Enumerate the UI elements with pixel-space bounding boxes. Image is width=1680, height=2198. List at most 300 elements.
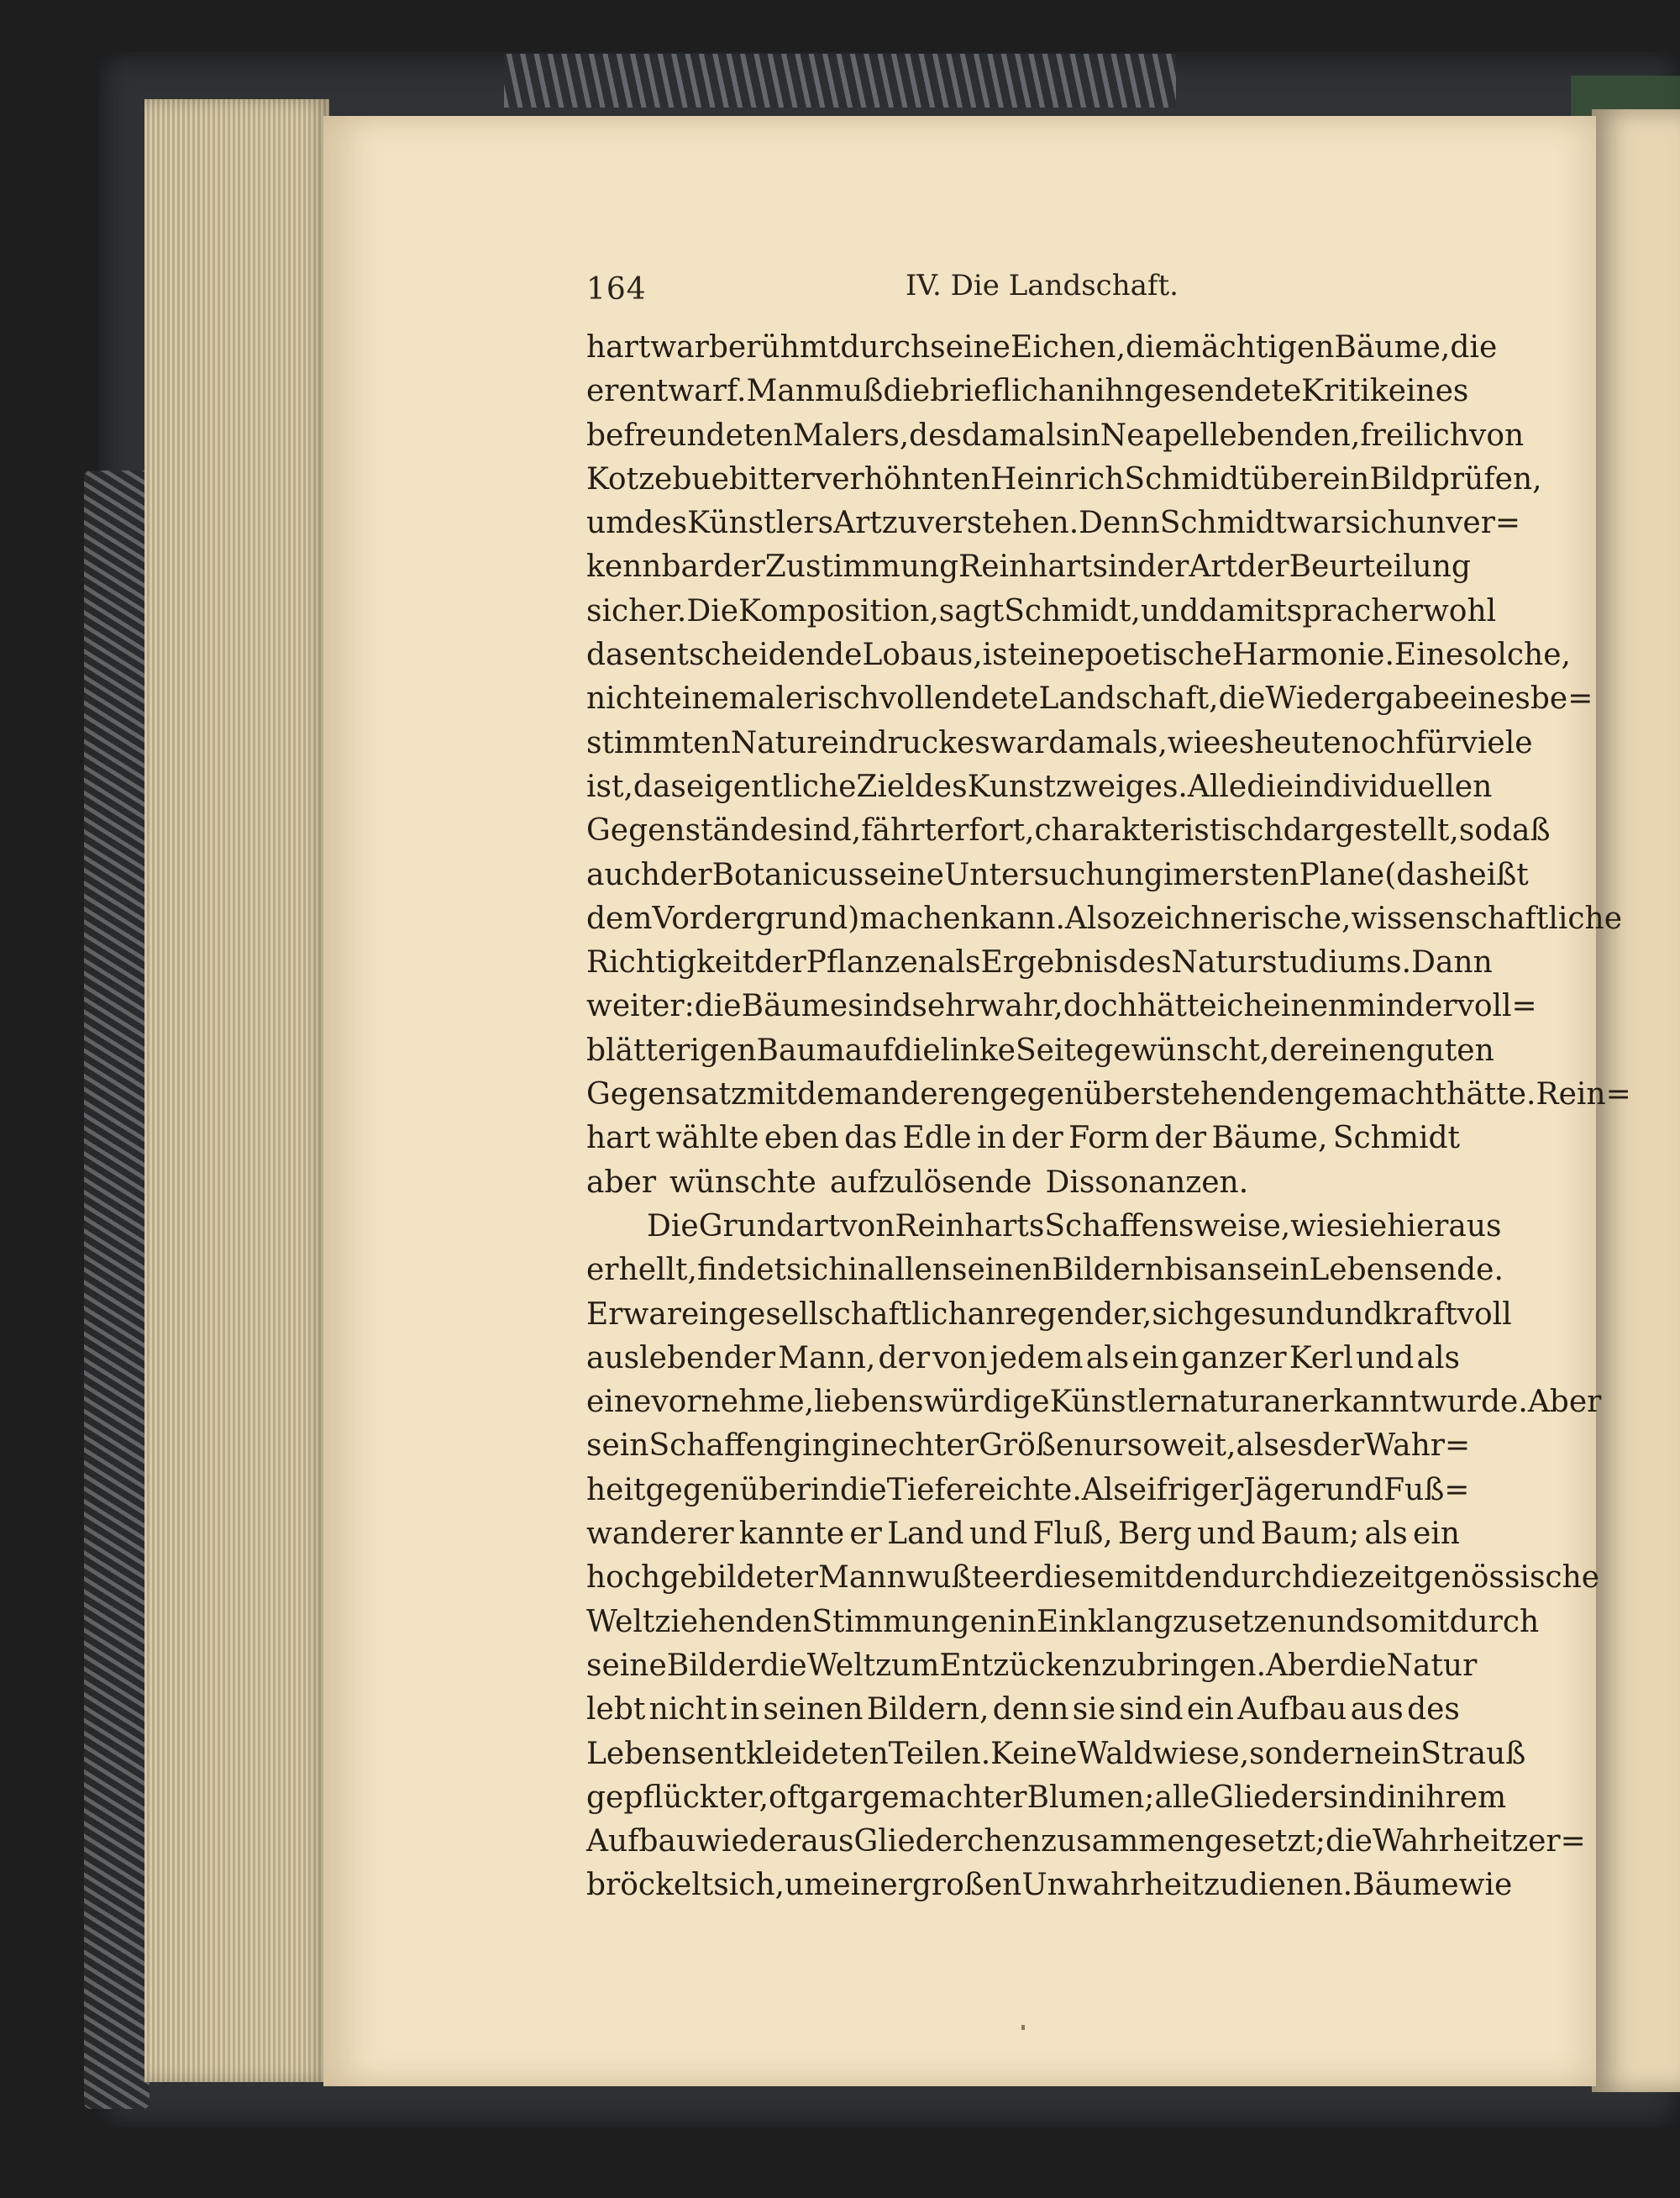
word: er bbox=[586, 374, 619, 409]
word: Also bbox=[1064, 901, 1131, 936]
word: bis bbox=[1164, 1253, 1210, 1288]
word: der bbox=[1154, 1121, 1207, 1156]
text-line bbox=[586, 1249, 1504, 1292]
word: sehr bbox=[911, 989, 979, 1024]
word: zer= bbox=[1512, 1824, 1586, 1859]
word: Jäger bbox=[1243, 1472, 1326, 1507]
text-line bbox=[586, 722, 1533, 765]
word: aufzulösende bbox=[829, 1165, 1032, 1200]
word: unver= bbox=[1406, 506, 1521, 541]
word: zu bbox=[1172, 1604, 1209, 1639]
word: Baum; bbox=[1260, 1517, 1360, 1552]
word: als bbox=[1416, 1340, 1460, 1375]
word: Fluß, bbox=[1032, 1517, 1113, 1552]
word: einen bbox=[1263, 989, 1348, 1024]
word: sondern bbox=[1249, 1736, 1374, 1771]
word: des bbox=[1118, 945, 1172, 981]
word: hätte bbox=[1137, 989, 1217, 1024]
word: Als bbox=[1081, 1472, 1129, 1507]
word: Künstlers bbox=[687, 506, 834, 541]
text-line bbox=[586, 1688, 1460, 1732]
word: und bbox=[1324, 1296, 1383, 1332]
word: denn bbox=[992, 1692, 1069, 1727]
word: dienen. bbox=[1239, 1868, 1353, 1903]
word: Harmonie. bbox=[1231, 638, 1394, 673]
text-line bbox=[586, 1556, 1600, 1600]
word: einen bbox=[1321, 1033, 1406, 1068]
word: Lebens bbox=[586, 1736, 697, 1771]
word: wie bbox=[1458, 1868, 1513, 1903]
word: muß bbox=[814, 374, 884, 409]
word: ein bbox=[1131, 1340, 1179, 1375]
page-edges bbox=[144, 99, 329, 2082]
word: als bbox=[1085, 1340, 1130, 1375]
word: Kritik bbox=[1301, 374, 1389, 409]
word: ersten bbox=[1201, 857, 1299, 892]
word: Einklang bbox=[1036, 1604, 1173, 1639]
word: wie bbox=[1167, 725, 1221, 760]
word: seinen bbox=[763, 1692, 864, 1727]
word: kennbar bbox=[586, 550, 714, 585]
word: Dissonanzen. bbox=[1045, 1165, 1249, 1200]
word: eine bbox=[1020, 638, 1085, 673]
text-line bbox=[586, 1161, 1460, 1205]
word: Eine bbox=[1394, 638, 1464, 673]
word: die bbox=[694, 989, 742, 1024]
word: Bäume bbox=[1352, 1868, 1459, 1903]
word: Künstlernatur bbox=[1049, 1385, 1264, 1420]
word: Schmidt bbox=[1332, 1121, 1460, 1156]
text-line bbox=[586, 809, 1551, 853]
word: solche, bbox=[1463, 638, 1571, 673]
word: ihn bbox=[1095, 374, 1144, 409]
word: Grundart bbox=[698, 1208, 841, 1244]
word: die bbox=[1450, 330, 1498, 365]
word: und bbox=[1140, 593, 1200, 628]
word: bröckelt bbox=[586, 1868, 714, 1903]
word: für bbox=[1415, 725, 1461, 760]
text-line bbox=[586, 370, 1469, 413]
text-line bbox=[586, 1073, 1631, 1117]
word: setzen bbox=[1208, 1604, 1307, 1639]
word: Ziel bbox=[856, 769, 915, 804]
word: in bbox=[848, 1253, 878, 1288]
word: gemacht bbox=[1314, 1077, 1447, 1112]
word: Strauß bbox=[1420, 1736, 1526, 1771]
text-line bbox=[586, 897, 1623, 941]
word: entkleideten bbox=[696, 1736, 889, 1771]
word: sind bbox=[1322, 1780, 1388, 1815]
word: eine bbox=[586, 1385, 652, 1420]
word: aus bbox=[801, 1824, 854, 1859]
page-number: 164 bbox=[586, 272, 647, 307]
word: entwarf. bbox=[618, 374, 747, 409]
word: Man bbox=[746, 374, 815, 409]
word: voll= bbox=[1457, 989, 1537, 1024]
word: des bbox=[634, 506, 688, 541]
word: gepflückter, bbox=[586, 1780, 769, 1815]
page-speck bbox=[1021, 2025, 1025, 2030]
word: und bbox=[1306, 1604, 1366, 1639]
word: blätterigen bbox=[586, 1033, 757, 1068]
cover-spine-pattern bbox=[84, 471, 150, 2109]
word: gesellschaftlich bbox=[728, 1296, 968, 1332]
word: malerisch bbox=[728, 681, 879, 717]
word: Bäume bbox=[741, 989, 848, 1024]
text-line bbox=[586, 854, 1529, 897]
word: er bbox=[1390, 593, 1423, 628]
word: Aufbau bbox=[586, 1824, 696, 1859]
text-line bbox=[586, 1469, 1470, 1512]
page-header bbox=[586, 269, 1460, 319]
word: entscheidende bbox=[638, 638, 863, 673]
word: als bbox=[1236, 1428, 1279, 1464]
word: eigentliche bbox=[685, 769, 857, 804]
word: wohl bbox=[1422, 593, 1497, 628]
text-line bbox=[586, 1820, 1586, 1864]
word: ziehenden bbox=[654, 1604, 812, 1639]
word: eines bbox=[1388, 374, 1469, 409]
word: viele bbox=[1460, 725, 1533, 760]
word: Kotzebue bbox=[586, 461, 729, 497]
word: Natureindruckes bbox=[730, 725, 990, 760]
word: es bbox=[1221, 725, 1255, 760]
word: sprach bbox=[1286, 593, 1391, 628]
word: durch bbox=[1449, 1604, 1540, 1639]
word: alle bbox=[1154, 1780, 1210, 1815]
body-text bbox=[586, 326, 1631, 1908]
word: Ergebnis bbox=[980, 945, 1119, 981]
text-line bbox=[586, 941, 1493, 985]
word: dem bbox=[797, 1077, 864, 1112]
word: Mann bbox=[817, 1560, 906, 1596]
word: die bbox=[883, 374, 931, 409]
word: Bildern, bbox=[866, 1692, 990, 1727]
word: anregender, bbox=[967, 1296, 1152, 1332]
word: gar bbox=[810, 1780, 863, 1815]
word: damit bbox=[1199, 593, 1287, 628]
word: Landschaft, bbox=[1038, 681, 1219, 717]
word: individuellen bbox=[1294, 769, 1493, 804]
word: diese bbox=[1034, 1560, 1115, 1596]
text-line bbox=[586, 1117, 1460, 1160]
word: wußte bbox=[906, 1560, 1002, 1596]
word: gegenüberstehenden bbox=[990, 1077, 1315, 1112]
word: Wiedergabe bbox=[1265, 681, 1451, 717]
word: Land bbox=[887, 1517, 964, 1552]
word: noch bbox=[1341, 725, 1415, 760]
word: Schmidt bbox=[1124, 461, 1252, 497]
word: machen bbox=[859, 901, 980, 936]
word: wurde. bbox=[1420, 1385, 1528, 1420]
word: Gegenstände bbox=[586, 813, 788, 849]
word: doch bbox=[1063, 989, 1137, 1024]
word: seine bbox=[586, 1648, 667, 1683]
word: zum bbox=[875, 1648, 940, 1683]
word: er bbox=[1001, 1560, 1035, 1596]
word: Bilder bbox=[666, 1648, 760, 1683]
word: ein bbox=[1412, 1517, 1460, 1552]
word: ein bbox=[1322, 461, 1370, 497]
text-line bbox=[586, 1424, 1471, 1468]
word: in bbox=[730, 1692, 760, 1727]
word: Aber bbox=[1266, 1648, 1340, 1683]
word: Eichen, bbox=[1010, 330, 1126, 365]
word: Dann bbox=[1411, 945, 1493, 981]
word: Welt bbox=[806, 1648, 876, 1683]
word: mit bbox=[1114, 1560, 1165, 1596]
word: vornehme, bbox=[651, 1385, 815, 1420]
word: er bbox=[849, 1517, 882, 1552]
word: hieraus bbox=[1387, 1208, 1502, 1244]
word: Kunstzweiges. bbox=[967, 769, 1188, 804]
word: großen bbox=[911, 1868, 1022, 1903]
word: in bbox=[850, 1428, 880, 1464]
word: Berg bbox=[1117, 1517, 1192, 1552]
word: Lebensende. bbox=[1309, 1253, 1504, 1288]
word: Beurteilung bbox=[1289, 550, 1471, 585]
text-line bbox=[586, 1864, 1513, 1907]
word: der bbox=[713, 550, 765, 585]
word: der bbox=[754, 945, 806, 981]
word: zeichnerische, bbox=[1130, 901, 1352, 936]
text-line bbox=[586, 985, 1537, 1028]
text-line bbox=[586, 677, 1593, 721]
word: eine bbox=[664, 681, 729, 717]
text-line bbox=[586, 1733, 1526, 1776]
word: bitter bbox=[728, 461, 815, 497]
word: ein bbox=[681, 1296, 729, 1332]
word: Er bbox=[586, 1296, 623, 1332]
word: gesund bbox=[1213, 1296, 1325, 1332]
word: sicher. bbox=[586, 593, 687, 628]
word: Welt bbox=[586, 1604, 655, 1639]
word: durch bbox=[1221, 1560, 1312, 1596]
text-line bbox=[586, 1601, 1540, 1644]
word: zu bbox=[1100, 1648, 1137, 1683]
word: war bbox=[650, 330, 709, 365]
word: wie bbox=[1290, 1208, 1344, 1244]
word: Kerl bbox=[1289, 1340, 1353, 1375]
text-line bbox=[586, 590, 1497, 634]
word: nicht bbox=[648, 1692, 727, 1727]
word: oft bbox=[769, 1780, 811, 1815]
word: das bbox=[633, 769, 686, 804]
word: in bbox=[1071, 418, 1100, 453]
word: Größe bbox=[979, 1428, 1074, 1464]
word: an bbox=[1058, 374, 1095, 409]
word: der bbox=[660, 857, 712, 892]
word: des bbox=[914, 769, 968, 804]
word: brieflich bbox=[930, 374, 1058, 409]
word: sagt bbox=[938, 593, 1005, 628]
word: wünschte bbox=[669, 1165, 816, 1200]
word: weit, bbox=[1160, 1428, 1236, 1464]
word: hochgebildeter bbox=[586, 1560, 818, 1596]
word: liebenswürdige bbox=[814, 1385, 1050, 1420]
word: der bbox=[1011, 1121, 1063, 1156]
word: Plane bbox=[1299, 857, 1385, 892]
word: charakteristisch bbox=[1034, 813, 1284, 849]
text-line bbox=[586, 1337, 1460, 1380]
word: Seite bbox=[1015, 1033, 1095, 1068]
word: vollendete bbox=[879, 681, 1039, 717]
word: sein bbox=[586, 1428, 649, 1464]
word: von bbox=[840, 1208, 895, 1244]
word: anderen bbox=[863, 1077, 990, 1112]
word: Vordergrund) bbox=[652, 901, 860, 936]
word: mächtigen bbox=[1172, 330, 1335, 365]
word: findet bbox=[696, 1253, 786, 1288]
word: Bild bbox=[1369, 461, 1431, 497]
word: aus, bbox=[920, 638, 983, 673]
word: Fuß= bbox=[1383, 1472, 1470, 1507]
word: Untersuchung bbox=[943, 857, 1163, 892]
word: sich bbox=[785, 1253, 848, 1288]
word: als bbox=[1364, 1517, 1408, 1552]
word: und bbox=[969, 1517, 1028, 1552]
word: gegenüber bbox=[645, 1472, 811, 1507]
word: sind, bbox=[787, 813, 862, 849]
word: die bbox=[1126, 330, 1173, 365]
word: zu bbox=[881, 506, 917, 541]
word: heute bbox=[1254, 725, 1341, 760]
word: weiter: bbox=[586, 989, 695, 1024]
word: Tiefe bbox=[886, 1472, 964, 1507]
word: war bbox=[990, 725, 1049, 760]
text-line bbox=[586, 1644, 1478, 1688]
word: dem bbox=[586, 901, 653, 936]
word: sie bbox=[1343, 1208, 1388, 1244]
word: lebenden, bbox=[1209, 418, 1361, 453]
word: damals bbox=[961, 418, 1072, 453]
word: auch bbox=[586, 857, 660, 892]
word: Komposition, bbox=[738, 593, 939, 628]
word: um bbox=[586, 506, 635, 541]
word: sind bbox=[1119, 1692, 1184, 1727]
word: seine bbox=[930, 330, 1011, 365]
word: auslebender bbox=[586, 1340, 776, 1375]
word: bringen. bbox=[1137, 1648, 1267, 1683]
word: Edle bbox=[902, 1121, 972, 1156]
word: gemachter bbox=[862, 1780, 1027, 1815]
word: Reinharts bbox=[958, 550, 1109, 585]
word: daß bbox=[1493, 813, 1551, 849]
word: so bbox=[1458, 813, 1493, 849]
word: nicht bbox=[586, 681, 664, 717]
word: ganzer bbox=[1181, 1340, 1287, 1375]
word: fort, bbox=[969, 813, 1035, 849]
word: das bbox=[586, 638, 639, 673]
word: und bbox=[1355, 1340, 1415, 1375]
word: ein bbox=[1373, 1736, 1421, 1771]
word: verhöhnten bbox=[814, 461, 990, 497]
word: von bbox=[932, 1340, 988, 1375]
word: damals, bbox=[1048, 725, 1168, 760]
word: um bbox=[784, 1868, 833, 1903]
word: Rein= bbox=[1536, 1077, 1631, 1112]
word: somit bbox=[1365, 1604, 1450, 1639]
word: hart bbox=[586, 1121, 651, 1156]
word: die bbox=[1218, 681, 1266, 717]
word: Natur bbox=[1386, 1648, 1478, 1683]
word: Lob bbox=[862, 638, 921, 673]
word: Baum bbox=[756, 1033, 845, 1068]
word: (das bbox=[1384, 857, 1450, 892]
word: Naturstudiums. bbox=[1171, 945, 1412, 981]
word: Teilen. bbox=[888, 1736, 991, 1771]
word: ging bbox=[783, 1428, 851, 1464]
word: allen bbox=[877, 1253, 952, 1288]
word: sie bbox=[1072, 1692, 1116, 1727]
word: Blumen; bbox=[1026, 1780, 1155, 1815]
word: Schmidt, bbox=[1004, 593, 1141, 628]
word: ist bbox=[982, 638, 1021, 673]
word: linke bbox=[940, 1033, 1016, 1068]
word: in bbox=[1387, 1780, 1416, 1815]
word: Schaffensweise, bbox=[1044, 1208, 1291, 1244]
word: die bbox=[1326, 1824, 1373, 1859]
text-line bbox=[586, 414, 1525, 458]
word: das bbox=[844, 1121, 898, 1156]
word: so bbox=[1126, 1428, 1161, 1464]
word: Bildern bbox=[1051, 1253, 1165, 1288]
word: eines bbox=[1450, 681, 1530, 717]
word: Die bbox=[686, 593, 739, 628]
text-line bbox=[586, 1293, 1512, 1337]
word: eifriger bbox=[1128, 1472, 1244, 1507]
word: durch bbox=[840, 330, 931, 365]
word: kann. bbox=[979, 901, 1065, 936]
running-head: IV. Die Landschaft. bbox=[906, 269, 1179, 302]
word: der bbox=[1312, 1428, 1365, 1464]
word: hätte. bbox=[1446, 1077, 1536, 1112]
word: Reinharts bbox=[895, 1208, 1045, 1244]
word: Aber bbox=[1527, 1385, 1602, 1420]
word: Botanicus bbox=[711, 857, 864, 892]
word: den bbox=[1164, 1560, 1222, 1596]
word: Pflanzen bbox=[806, 945, 937, 981]
word: zu bbox=[1203, 1868, 1240, 1903]
word: gesendete bbox=[1143, 374, 1302, 409]
word: minder bbox=[1347, 989, 1457, 1024]
word: ein bbox=[1186, 1692, 1234, 1727]
word: be= bbox=[1530, 681, 1593, 717]
word: wissenschaftliche bbox=[1351, 901, 1623, 936]
word: Entzücken bbox=[939, 1648, 1101, 1683]
text-line bbox=[586, 1205, 1502, 1249]
word: sich bbox=[1152, 1296, 1214, 1332]
word: ist, bbox=[586, 769, 633, 804]
word: Gliederchen bbox=[853, 1824, 1042, 1859]
word: aber bbox=[586, 1165, 657, 1200]
word: des bbox=[909, 418, 962, 453]
word: Glieder bbox=[1210, 1780, 1323, 1815]
word: wahr, bbox=[979, 989, 1063, 1024]
word: die bbox=[1311, 1560, 1359, 1596]
word: nur bbox=[1074, 1428, 1127, 1464]
text-line bbox=[586, 1029, 1494, 1073]
word: mit bbox=[746, 1077, 798, 1112]
word: aus bbox=[1350, 1692, 1404, 1727]
word: kannte bbox=[738, 1517, 845, 1552]
word: war bbox=[1286, 506, 1346, 541]
word: Denn bbox=[1079, 506, 1160, 541]
word: Waldwiese, bbox=[1077, 1736, 1250, 1771]
word: die bbox=[1339, 1648, 1387, 1683]
word: Gegensatz bbox=[586, 1077, 747, 1112]
word: sein bbox=[1246, 1253, 1310, 1288]
